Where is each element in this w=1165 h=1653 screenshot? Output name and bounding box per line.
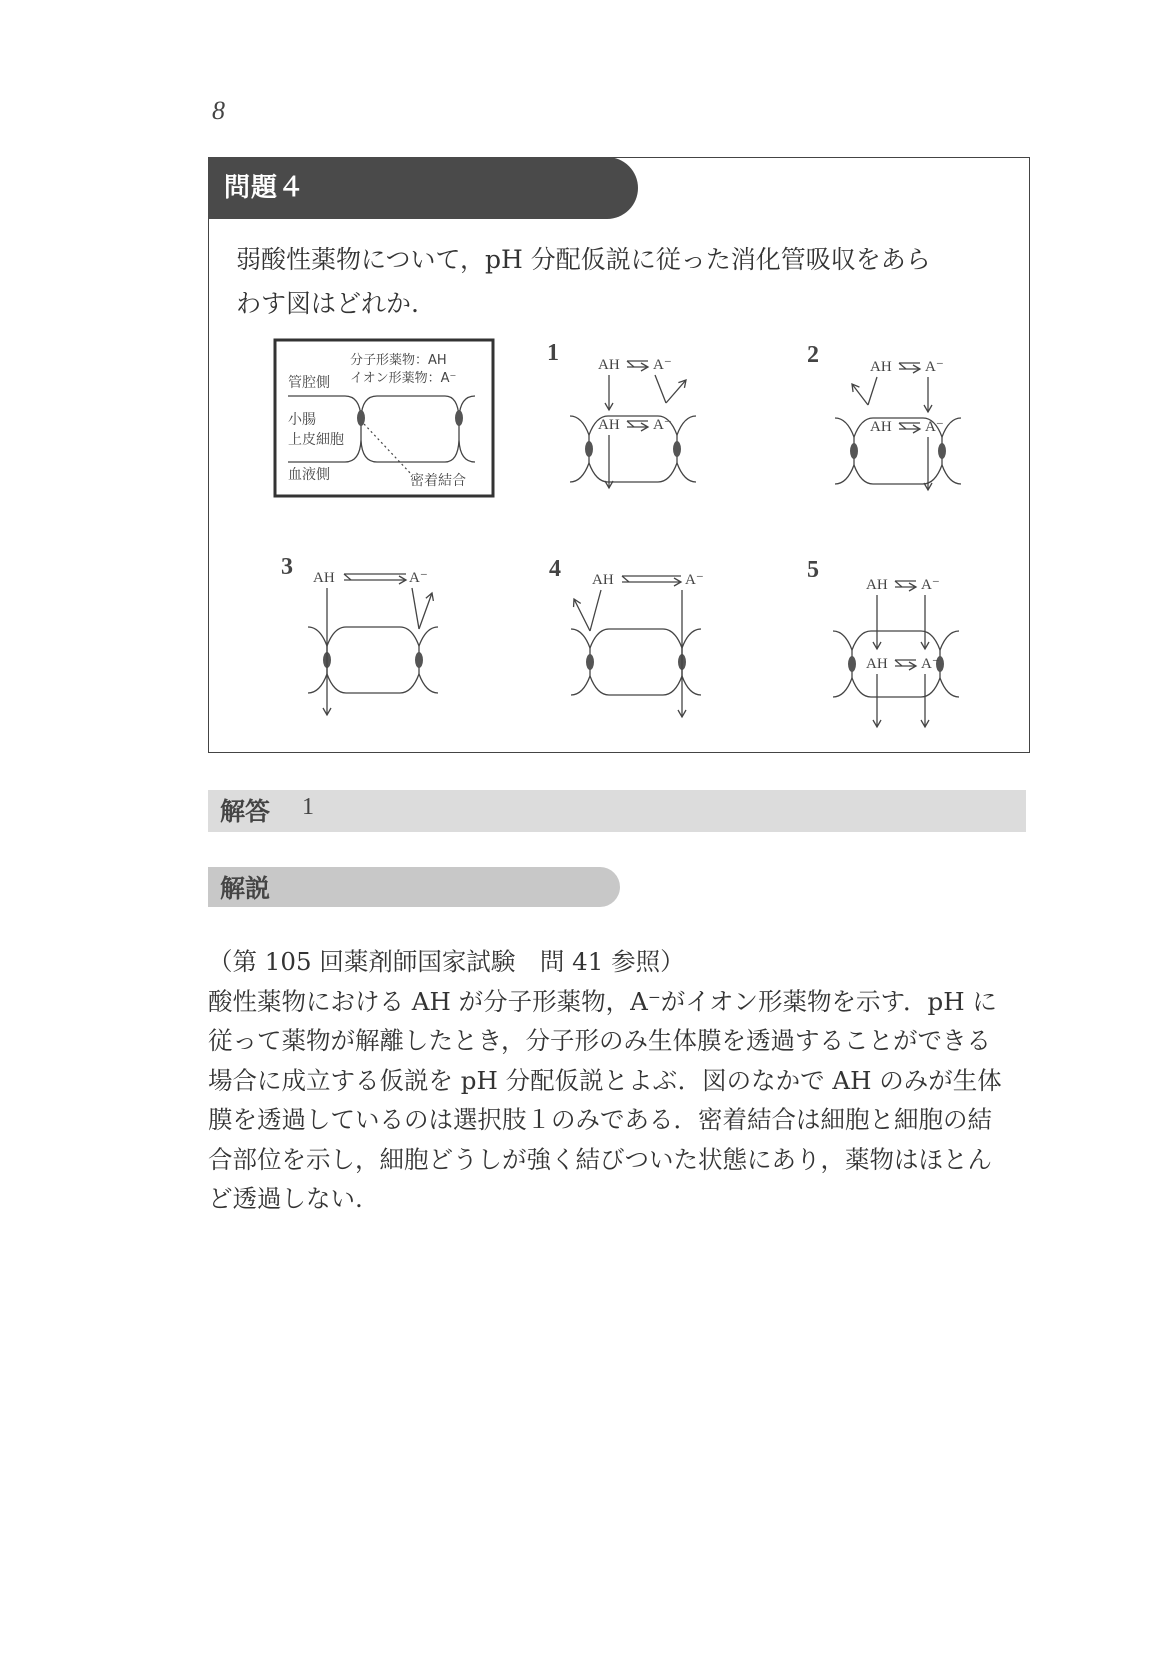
species-ah: AH bbox=[313, 570, 335, 586]
legend-blood: 血液側 bbox=[288, 467, 330, 483]
species-a: A⁻ bbox=[653, 417, 672, 433]
option-number: 2 bbox=[807, 342, 819, 368]
legend-epithelium-1: 小腸 bbox=[288, 412, 316, 428]
explanation-line: ど透過しない. bbox=[208, 1184, 363, 1213]
legend-ionic: イオン形薬物：A⁻ bbox=[350, 371, 457, 386]
explanation-line: 場合に成立する仮説を pH 分配仮説とよぶ．図のなかで AH のみが生体 bbox=[208, 1065, 1002, 1095]
page-number: 8 bbox=[212, 96, 225, 125]
diagrams bbox=[0, 0, 1165, 760]
option-number: 5 bbox=[807, 557, 819, 583]
option-2-diagram bbox=[807, 342, 961, 490]
species-a: A⁻ bbox=[921, 656, 940, 672]
explanation-line: 合部位を示し，細胞どうしが強く結びついた状態にあり，薬物はほとん bbox=[208, 1144, 992, 1174]
species-ah: AH bbox=[598, 357, 620, 373]
option-number: 3 bbox=[281, 554, 293, 580]
species-ah: AH bbox=[866, 577, 888, 593]
legend-epithelium-2: 上皮細胞 bbox=[288, 432, 344, 448]
explanation-line: 従って薬物が解離したとき，分子形のみ生体膜を透過することができる bbox=[208, 1026, 992, 1055]
answer-bar bbox=[208, 790, 1026, 832]
question-line: 弱酸性薬物について，pH 分配仮説に従った消化管吸収をあら bbox=[236, 245, 931, 274]
species-a: A⁻ bbox=[409, 570, 428, 586]
explanation-line: （第 105 回薬剤師国家試験 問 41 参照） bbox=[208, 947, 685, 976]
species-a: A⁻ bbox=[925, 419, 944, 435]
legend-molecular: 分子形薬物：AH bbox=[350, 353, 447, 368]
species-a: A⁻ bbox=[685, 572, 704, 588]
question-line: わす図はどれか. bbox=[236, 289, 419, 318]
species-ah: AH bbox=[598, 417, 620, 433]
species-ah: AH bbox=[870, 419, 892, 435]
explanation-text bbox=[208, 942, 1028, 1219]
explanation-line: 酸性薬物における AH が分子形薬物，A⁻がイオン形薬物を示す．pH に bbox=[208, 986, 997, 1016]
species-ah: AH bbox=[870, 359, 892, 375]
explanation-line: 膜を透過しているのは選択肢１のみである．密着結合は細胞と細胞の結 bbox=[208, 1105, 992, 1134]
option-number: 4 bbox=[549, 556, 561, 582]
legend-lumen: 管腔側 bbox=[288, 375, 330, 391]
answer-label: 解答 bbox=[220, 797, 271, 826]
question-heading: 問題４ bbox=[224, 173, 306, 203]
species-a: A⁻ bbox=[921, 577, 940, 593]
answer-value: 1 bbox=[302, 794, 314, 820]
species-a: A⁻ bbox=[653, 357, 672, 373]
option-number: 1 bbox=[547, 340, 559, 366]
legend-diagram bbox=[275, 340, 493, 496]
option-1-diagram bbox=[547, 340, 696, 488]
option-4-diagram bbox=[549, 556, 704, 717]
option-5-diagram bbox=[807, 557, 959, 727]
explanation-label: 解説 bbox=[220, 874, 271, 903]
option-3-diagram bbox=[281, 554, 438, 715]
species-ah: AH bbox=[592, 572, 614, 588]
species-a: A⁻ bbox=[925, 359, 944, 375]
legend-tight-junction: 密着結合 bbox=[410, 473, 466, 489]
species-ah: AH bbox=[866, 656, 888, 672]
